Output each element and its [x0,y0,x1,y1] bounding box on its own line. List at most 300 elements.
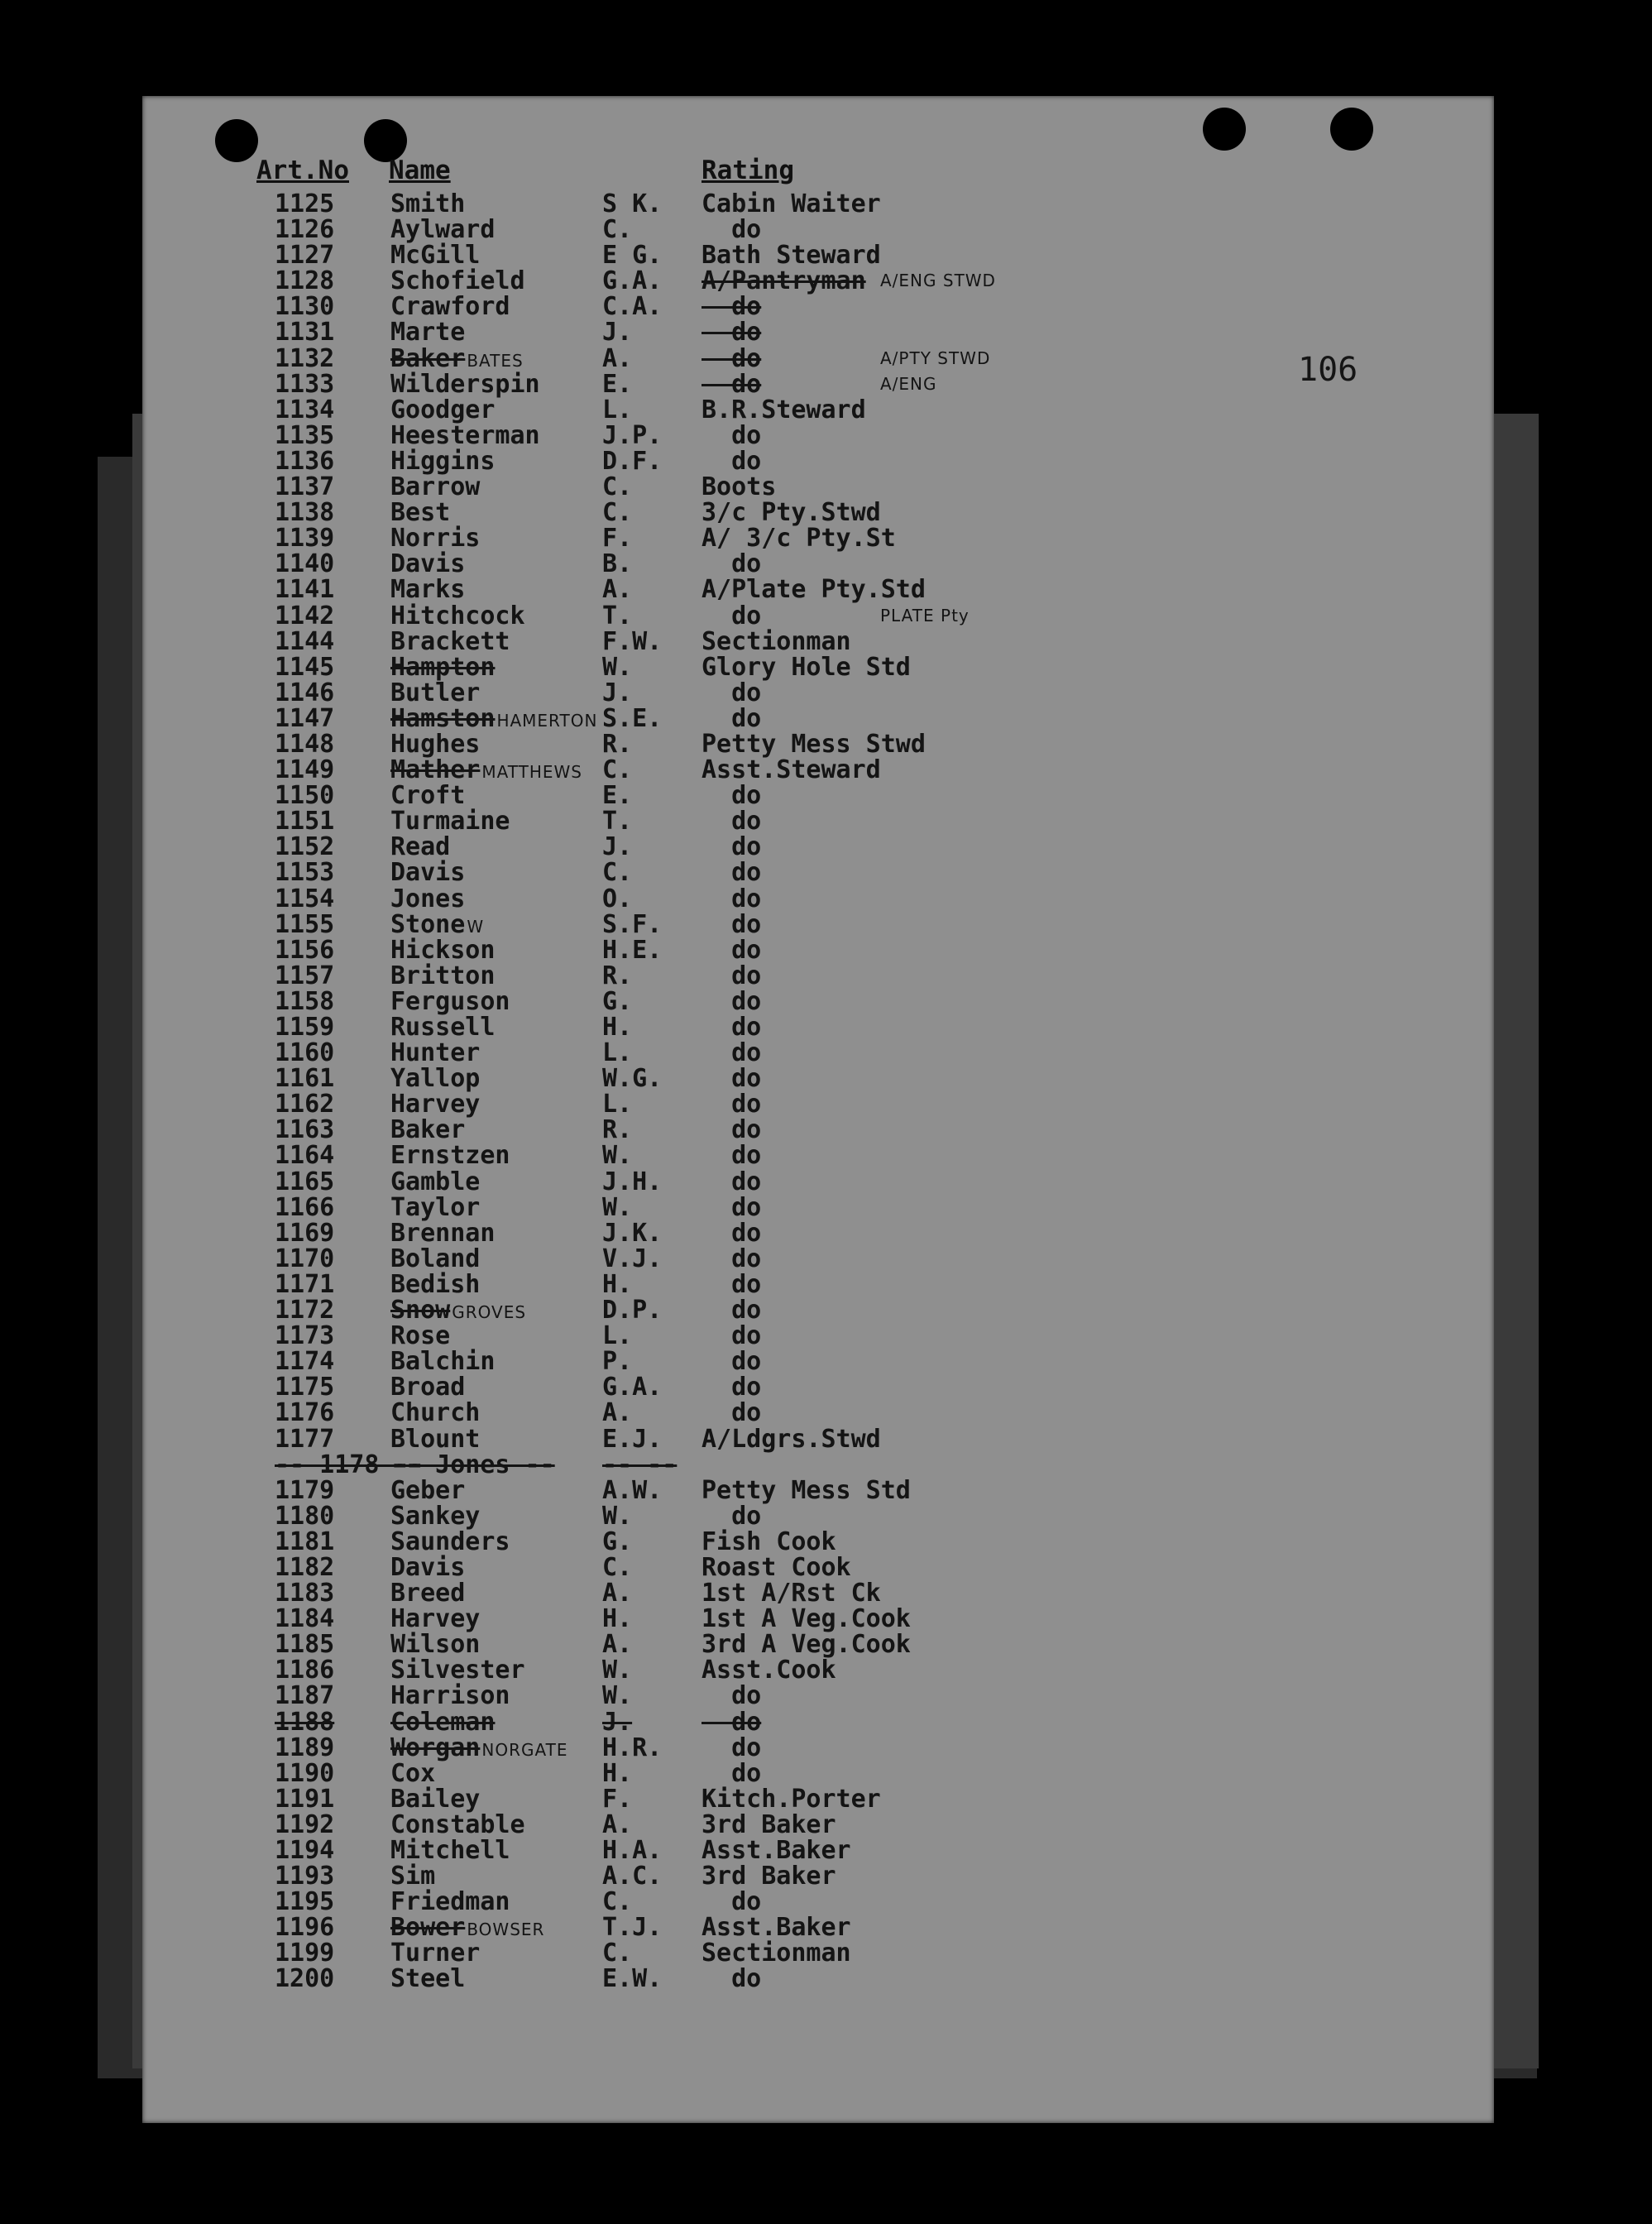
crew-initials: H. [602,1758,633,1788]
crew-name-typed: Hampton [390,652,496,682]
art-no: 1176 [275,1398,335,1428]
crew-name [390,1709,606,1735]
crew-initials: E.J. [602,1424,663,1454]
table-row [142,1940,1494,1966]
crew-name [390,241,606,271]
crew-rating: A/ 3/c Pty.St [702,524,896,554]
table-row [142,1297,1494,1323]
art-no: 1144 [275,626,335,656]
art-no: 1160 [275,1038,335,1068]
art-no: 1190 [275,1758,335,1788]
crew-name [390,1940,606,1966]
crew-name [390,1475,606,1505]
art-no: 1163 [275,1115,335,1145]
table-row [142,524,1494,554]
crew-initials: E. [602,781,633,811]
handwritten-name-correction: BOWSER [467,1920,545,1940]
table-row [142,1552,1494,1582]
crew-name [390,1246,606,1272]
crew-initials: L. [602,1321,633,1351]
crew-initials: W. [602,1681,633,1711]
crew-name [390,781,606,811]
crew-name [390,575,606,605]
crew-initials: G.A. [602,266,663,296]
crew-name [390,1169,606,1195]
crew-name [390,1323,606,1349]
punch-hole [1330,108,1373,151]
crew-initials: W. [602,652,633,682]
art-no: 1136 [275,446,335,476]
art-no: 1169 [275,1218,335,1248]
table-row [142,1889,1494,1915]
crew-rating: do [702,678,762,707]
crew-rating: do [702,1013,762,1042]
crew-rating: do [702,1321,762,1351]
art-no: 1174 [275,1347,335,1377]
crew-initials: A. [602,343,633,373]
crew-rating: do [702,1038,762,1068]
crew-initials: G. [602,986,633,1016]
crew-rating: do [702,292,762,322]
table-row [142,909,1494,939]
crew-rating: 3rd A Veg.Cook [702,1630,911,1660]
table-row [142,1838,1494,1863]
crew-name-typed: Mitchell [390,1836,510,1865]
crew-rating: Kitch.Porter [702,1784,881,1814]
table-row [142,1323,1494,1349]
crew-rating: do [702,343,762,373]
crew-rating: do [702,1244,762,1273]
table-row [142,1606,1494,1632]
crew-rating: Boots [702,472,777,502]
crew-name-typed: Church [390,1398,481,1428]
crew-name-typed: Geber [390,1475,466,1505]
table-row [142,1683,1494,1709]
table-row [142,1735,1494,1761]
crew-name-typed: Saunders [390,1527,510,1556]
crew-initials: G. [602,1527,633,1556]
art-no: 1126 [275,215,335,245]
crew-name-typed: Wilderspin [390,369,540,399]
crew-rating: A/Plate Pty.Std [702,575,926,605]
crew-initials: A. [602,575,633,605]
crew-initials: H. [602,1604,633,1634]
table-row [142,1117,1494,1143]
table-row [142,1709,1494,1735]
crew-name [390,1552,606,1582]
art-no: 1164 [275,1141,335,1171]
crew-rating: Asst.Baker [702,1836,851,1865]
table-row [142,1758,1494,1788]
table-row [142,1347,1494,1377]
crew-rating: do [702,986,762,1016]
table-row [142,757,1494,783]
art-no: 1185 [275,1630,335,1660]
header-art-no: Art.No [256,156,349,185]
art-no: 1191 [275,1784,335,1814]
art-no: 1148 [275,729,335,759]
crew-rating: do [702,1398,762,1428]
art-no: 1153 [275,858,335,888]
crew-rating: do [702,1347,762,1377]
crew-initials: D.F. [602,446,663,476]
crew-initials: C. [602,1552,633,1582]
table-row [142,1475,1494,1505]
crew-rating: do [702,420,762,450]
crew-name [390,1758,606,1788]
crew-name [390,474,606,500]
crew-initials: S.F. [602,909,663,939]
crew-rating: Sectionman [702,626,851,656]
crew-initials: T.J. [602,1913,663,1943]
crew-name [390,986,606,1016]
table-row [142,731,1494,757]
art-no: 1138 [275,498,335,528]
crew-rating: do [702,1167,762,1196]
table-row [142,680,1494,706]
crew-rating: A/Pantryman [702,266,866,296]
crew-list [142,191,1494,1992]
header-name: Name [389,156,451,185]
crew-name [390,1040,606,1066]
crew-name-typed: Barrow [390,472,481,502]
table-row [142,318,1494,348]
table-row [142,1374,1494,1400]
crew-initials: L. [602,395,633,424]
table-row [142,1503,1494,1529]
table-row [142,808,1494,834]
table-row [142,397,1494,423]
art-no: 1133 [275,369,335,399]
crew-name-typed: Britton [390,961,496,990]
crew-name-typed: Aylward [390,215,496,245]
crew-name [390,1141,606,1171]
handwritten-name-correction: HAMERTON [496,710,598,731]
crew-name-typed: Russell [390,1013,496,1042]
table-row [142,448,1494,474]
crew-name [390,1426,606,1452]
page-number: 106 [1298,351,1358,389]
crew-rating: do [702,1269,762,1299]
table-row [142,1452,1494,1478]
table-row [142,858,1494,888]
handwritten-name-correction: NORGATE [481,1739,568,1760]
table-row [142,781,1494,811]
crew-name [390,1269,606,1299]
crew-name-typed: Croft [390,781,466,811]
crew-name [390,1580,606,1606]
crew-name-typed: Hunter [390,1038,481,1068]
crew-initials: R. [602,961,633,990]
art-no: 1130 [275,292,335,322]
crew-rating: B.R.Steward [702,395,866,424]
crew-rating: do [702,935,762,965]
crew-initials: C. [602,498,633,528]
art-no: 1139 [275,524,335,554]
handwritten-rating-note: A/ENG STWD [880,271,996,291]
crew-name-typed: Gamble [390,1167,481,1196]
crew-name [390,1192,606,1222]
crew-rating: do [702,807,762,836]
crew-rating: do [702,703,762,733]
crew-name-typed: Turner [390,1939,481,1968]
crew-rating: do [702,909,762,939]
handwritten-name-correction: MATTHEWS [481,762,582,783]
crew-initials: W. [602,1141,633,1171]
art-no: 1137 [275,472,335,502]
art-no: 1183 [275,1579,335,1608]
crew-initials: C. [602,215,633,245]
punch-hole [1203,108,1246,151]
punch-hole [215,119,258,162]
art-no: 1152 [275,832,335,862]
table-row [142,937,1494,963]
crew-rating: Glory Hole Std [702,652,911,682]
crew-name-typed: Broad [390,1373,466,1402]
art-no: 1132 [275,343,335,373]
table-row [142,1913,1494,1943]
crew-initials: A.C. [602,1862,663,1891]
crew-initials: C. [602,472,633,502]
crew-rating: Sectionman [702,1939,851,1968]
crew-rating: Asst.Steward [702,755,881,785]
art-no: 1161 [275,1064,335,1094]
art-no: 1146 [275,678,335,707]
crew-initials: S K. [602,189,663,218]
crew-name [390,886,606,912]
crew-rating: do [702,1090,762,1119]
crew-rating: do [702,1296,762,1325]
crew-name-typed: Stone [390,909,466,939]
table-row [142,986,1494,1016]
crew-name-typed: Wilson [390,1630,481,1660]
crew-name-typed: Goodger [390,395,496,424]
crew-name [390,1064,606,1094]
handwritten-name-correction: W [467,916,485,937]
crew-name-typed: -- Jones -- [390,1450,555,1479]
crew-initials: F. [602,1784,633,1814]
crew-name [390,626,606,656]
crew-name-typed: Blount [390,1424,481,1454]
crew-initials: L. [602,1090,633,1119]
crew-initials: W. [602,1192,633,1222]
table-row [142,268,1494,294]
crew-name-typed: Best [390,498,451,528]
crew-name [390,1220,606,1246]
art-no: 1166 [275,1192,335,1222]
crew-rating: Asst.Baker [702,1913,851,1943]
table-row [142,1040,1494,1066]
crew-rating: do [702,961,762,990]
crew-rating: Petty Mess Stwd [702,729,926,759]
crew-initials: E.W. [602,1964,663,1994]
crew-name [390,963,606,989]
crew-initials: C. [602,858,633,888]
crew-rating: 1st A Veg.Cook [702,1604,911,1634]
table-row [142,1529,1494,1555]
crew-initials: S.E. [602,703,663,733]
art-no: 1145 [275,652,335,682]
crew-initials: A.W. [602,1475,663,1505]
crew-initials: A. [602,1579,633,1608]
crew-name-typed: Baker [390,1115,466,1145]
crew-name [390,292,606,322]
crew-initials: L. [602,1038,633,1068]
crew-initials: W. [602,1501,633,1531]
crew-name [390,834,606,860]
art-no: 1192 [275,1809,335,1839]
art-no: 1172 [275,1296,335,1325]
table-row [142,575,1494,605]
crew-name [390,1809,606,1839]
crew-name-typed: Bailey [390,1784,481,1814]
crew-name [390,1606,606,1632]
crew-name [390,191,606,217]
crew-name [390,603,606,629]
art-no: 1155 [275,909,335,939]
crew-rating: do [702,369,762,399]
crew-initials: F.W. [602,626,663,656]
handwritten-rating-note: PLATE Pty [880,605,970,626]
crew-name-typed: Friedman [390,1887,510,1917]
crew-rating: do [702,858,762,888]
table-row [142,1809,1494,1839]
crew-name-typed: Silvester [390,1656,525,1685]
table-row [142,1400,1494,1426]
table-row [142,1863,1494,1889]
crew-rating: Cabin Waiter [702,189,881,218]
crew-initials: C. [602,1939,633,1968]
crew-rating: do [702,1707,762,1737]
crew-rating: do [702,1887,762,1917]
crew-name-typed: Brennan [390,1218,496,1248]
art-no: 1156 [275,935,335,965]
table-row [142,1141,1494,1171]
crew-initials: H.A. [602,1836,663,1865]
art-no: 1125 [275,189,335,218]
crew-rating: Petty Mess Std [702,1475,911,1505]
crew-rating: 1st A/Rst Ck [702,1579,881,1608]
table-row [142,1064,1494,1094]
art-no: 1159 [275,1013,335,1042]
crew-rating: do [702,446,762,476]
crew-name [390,371,606,397]
table-row [142,1966,1494,1992]
crew-name [390,1683,606,1709]
crew-rating: do [702,1141,762,1171]
crew-name [390,858,606,888]
crew-rating: Roast Cook [702,1552,851,1582]
crew-rating: 3rd Baker [702,1862,836,1891]
crew-name-typed: Sim [390,1862,436,1891]
art-no: 1199 [275,1939,335,1968]
crew-name [390,215,606,245]
crew-rating: do [702,1681,762,1711]
crew-name-typed: Breed [390,1579,466,1608]
table-row [142,241,1494,271]
art-no: 1149 [275,755,335,785]
crew-name [390,1966,606,1992]
crew-name-typed: Yallop [390,1064,481,1094]
crew-initials: T. [602,601,633,630]
crew-initials: A. [602,1398,633,1428]
art-no: 1179 [275,1475,335,1505]
table-row [142,1014,1494,1040]
crew-initials: J.H. [602,1167,663,1196]
crew-rating: Bath Steward [702,241,881,271]
crew-name [390,1014,606,1040]
art-no: 1186 [275,1656,335,1685]
table-row [142,1426,1494,1452]
crew-name-typed: Boland [390,1244,481,1273]
art-no: 1165 [275,1167,335,1196]
crew-name-typed: Davis [390,549,466,579]
crew-name [390,1657,606,1683]
crew-initials: P. [602,1347,633,1377]
crew-name [390,1630,606,1660]
crew-name-typed: Hickson [390,935,496,965]
table-row [142,292,1494,322]
table-row [142,343,1494,373]
crew-initials: E. [602,369,633,399]
table-row [142,371,1494,397]
table-row [142,420,1494,450]
table-row [142,1169,1494,1195]
crew-initials: D.P. [602,1296,663,1325]
crew-initials: A. [602,1630,633,1660]
crew-name-typed: Davis [390,1552,466,1582]
crew-name [390,1786,606,1812]
table-row [142,654,1494,680]
crew-name-typed: Norris [390,524,481,554]
table-row [142,1657,1494,1683]
table-row [142,886,1494,912]
crew-rating: do [702,215,762,245]
crew-name-typed: Crawford [390,292,510,322]
art-no: 1127 [275,241,335,271]
art-no: 1140 [275,549,335,579]
crew-initials: C. [602,1887,633,1917]
table-row [142,551,1494,577]
crew-rating: do [702,601,762,630]
crew-initials: H.R. [602,1733,663,1762]
art-no: 1170 [275,1244,335,1273]
art-no: 1157 [275,961,335,990]
art-no: 1162 [275,1090,335,1119]
crew-rating: do [702,1501,762,1531]
table-row [142,1091,1494,1117]
art-no: 1182 [275,1552,335,1582]
crew-initials: H. [602,1013,633,1042]
crew-name-typed: Hitchcock [390,601,525,630]
crew-name-typed: Hughes [390,729,481,759]
crew-rating: 3/c Pty.Stwd [702,498,881,528]
handwritten-rating-note: A/ENG [880,373,937,394]
crew-name [390,1374,606,1400]
crew-name-typed: Baker [390,343,466,373]
crew-name [390,1400,606,1426]
crew-initials: R. [602,1115,633,1145]
art-no: 1180 [275,1501,335,1531]
art-no: 1158 [275,986,335,1016]
table-row [142,498,1494,528]
crew-name [390,397,606,423]
crew-name-typed: Ferguson [390,986,510,1016]
crew-name [390,1347,606,1377]
art-no: 1135 [275,420,335,450]
crew-name-typed: Sankey [390,1501,481,1531]
crew-rating: do [702,1064,762,1094]
